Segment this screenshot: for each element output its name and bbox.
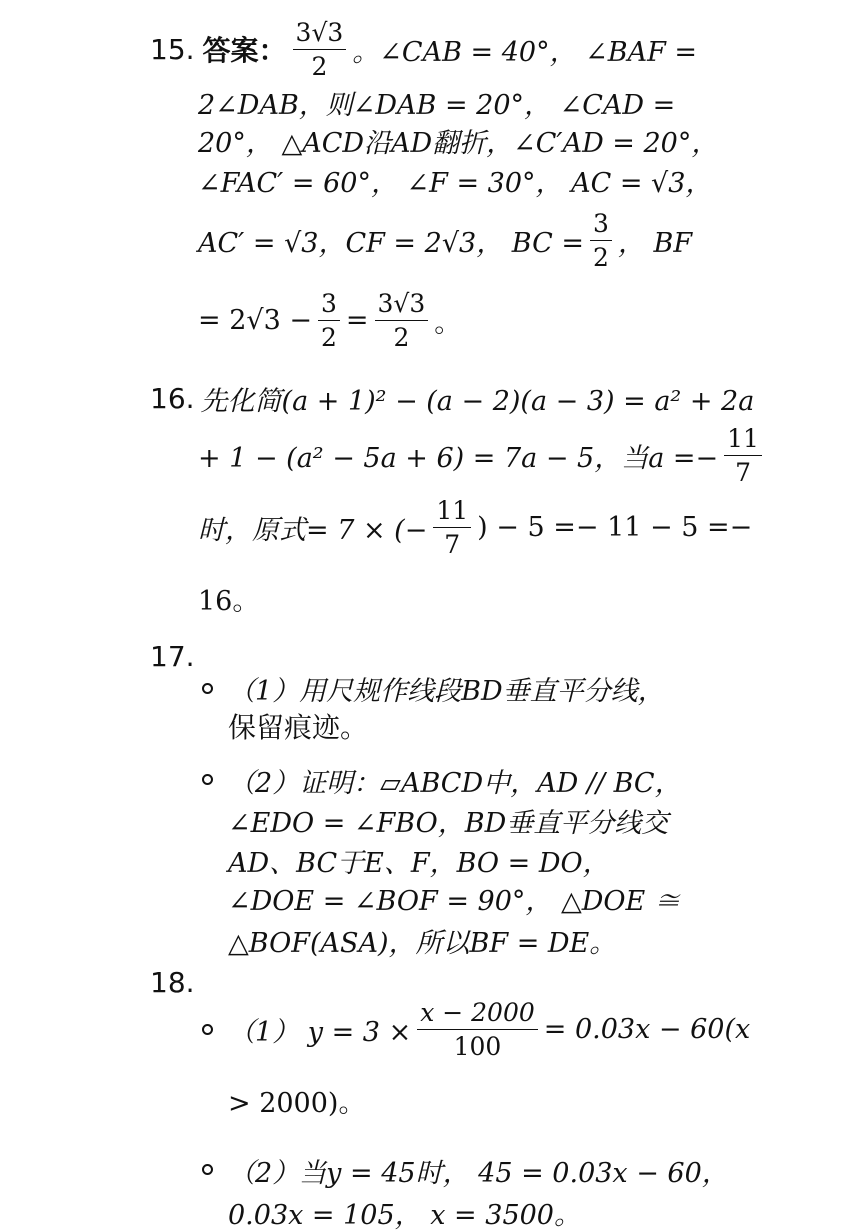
q15-fraction-3-2 (318, 289, 340, 352)
q15-line3 (198, 120, 718, 160)
q18-number: 18. (150, 965, 195, 999)
q16-line4-text: 16。 (198, 585, 260, 617)
bullet-icon (202, 1164, 213, 1175)
q17-part2-line3 (228, 840, 610, 880)
fraction-numerator: 3√3 (377, 288, 426, 318)
q16-line3 (198, 492, 752, 562)
q16-line3-tail: ) − 5 =− 11 − 5 =− (477, 511, 753, 543)
q15-number: 15. (150, 32, 195, 66)
q15-line4-text: ∠FAC′ = 60°， ∠F = 30°， AC = √3， (198, 167, 713, 199)
q16-line3-text: 时，原式= 7 × (− (198, 514, 428, 546)
fraction-numerator: 3√3 (295, 17, 344, 47)
q17-part1-line1 (228, 668, 665, 708)
q17-part2-text2: ∠EDO = ∠FBO，BD垂直平分线交 (228, 807, 669, 839)
fraction-numerator: x − 2000 (420, 997, 535, 1027)
q18-part1-line2 (228, 1080, 365, 1120)
q18-heading (150, 962, 195, 1002)
q17-heading (150, 636, 195, 676)
q18-fraction (417, 998, 538, 1061)
q17-part1-line2 (228, 706, 368, 746)
q16-line1 (150, 378, 754, 418)
bullet-icon (202, 1024, 213, 1035)
q17-part1-text2: 保留痕迹。 (228, 711, 369, 744)
q16-a-fraction (724, 424, 762, 487)
q17-part2-text5: △BOF(ASA)，所以BF = DE。 (228, 927, 617, 959)
q17-part2-line5 (228, 920, 616, 960)
q15-line6 (198, 285, 461, 355)
q15-line5 (198, 205, 692, 275)
q15-answer-label: 答案： (202, 34, 287, 67)
q16-line2 (198, 420, 768, 490)
q16-line4 (198, 578, 259, 618)
q18-part2-text1: （2）当y = 45时， 45 = 0.03x − 60， (228, 1157, 729, 1189)
q18-part2-line1 (228, 1150, 729, 1190)
q18-part1-text2: > 2000)。 (228, 1087, 366, 1119)
q15-period: 。 (434, 307, 462, 339)
fraction-denominator: 2 (593, 242, 609, 272)
q15-bc-fraction (590, 209, 612, 272)
q17-part2-text3: AD、BC于E、F，BO = DO， (228, 847, 610, 879)
q18-part1-line1 (228, 993, 750, 1065)
q16-line1-text: 先化简(a + 1)² − (a − 2)(a − 3) = a² + 2a (200, 385, 755, 417)
q18-part2-line2 (228, 1192, 581, 1232)
fraction-numerator: 3 (593, 208, 609, 238)
q15-line2-text: 2∠DAB，则∠DAB = 20°， ∠CAD = (198, 89, 676, 121)
fraction-denominator: 2 (311, 51, 328, 81)
bullet-icon (202, 774, 213, 785)
q15-line6-text: = 2√3 − (198, 304, 312, 336)
fraction-denominator: 2 (320, 322, 337, 352)
q17-part2-text1: （2）证明：▱ABCD中，AD // BC， (228, 767, 682, 799)
q15-equals: = (345, 304, 369, 336)
q17-number: 17. (150, 639, 195, 673)
q17-part2-text4: ∠DOE = ∠BOF = 90°， △DOE ≅ (228, 885, 681, 917)
q15-line3-text: 20°， △ACD沿AD翻折，∠C′AD = 20°， (198, 127, 719, 159)
q18-part1-text: （1） y = 3 × (228, 1016, 412, 1048)
fraction-numerator: 3 (320, 288, 337, 318)
fraction-denominator: 2 (393, 322, 410, 352)
q16-number: 16. (150, 381, 195, 415)
q15-line2 (198, 82, 675, 122)
q15-line1 (150, 14, 697, 84)
q17-part2-line4 (228, 878, 681, 918)
q15-line5-text: AC′ = √3，CF = 2√3， BC = (198, 227, 584, 259)
fraction-denominator: 100 (453, 1031, 502, 1061)
q15-line4 (198, 160, 712, 200)
q17-part1-text: （1）用尺规作线段BD垂直平分线， (228, 675, 665, 707)
q17-part2-line2 (228, 800, 668, 840)
q16-line2-text: + 1 − (a² − 5a + 6) = 7a − 5，当a =− (198, 442, 719, 474)
fraction-numerator: 11 (727, 423, 759, 453)
q18-part1-tail: = 0.03x − 60(x (543, 1013, 751, 1045)
fraction-denominator: 7 (735, 457, 752, 487)
q16-sub-fraction (433, 496, 471, 559)
q18-part2-text2: 0.03x = 105， x = 3500。 (228, 1199, 581, 1231)
q15-answer-fraction (293, 18, 347, 81)
q15-result-fraction (375, 289, 429, 352)
q15-line1-text: 。∠CAB = 40°， ∠BAF = (352, 36, 698, 68)
fraction-numerator: 11 (436, 495, 469, 525)
fraction-denominator: 7 (444, 529, 461, 559)
q17-part2-line1 (228, 760, 682, 800)
bullet-icon (202, 683, 213, 694)
q15-line5-tail: ， BF (617, 227, 693, 259)
